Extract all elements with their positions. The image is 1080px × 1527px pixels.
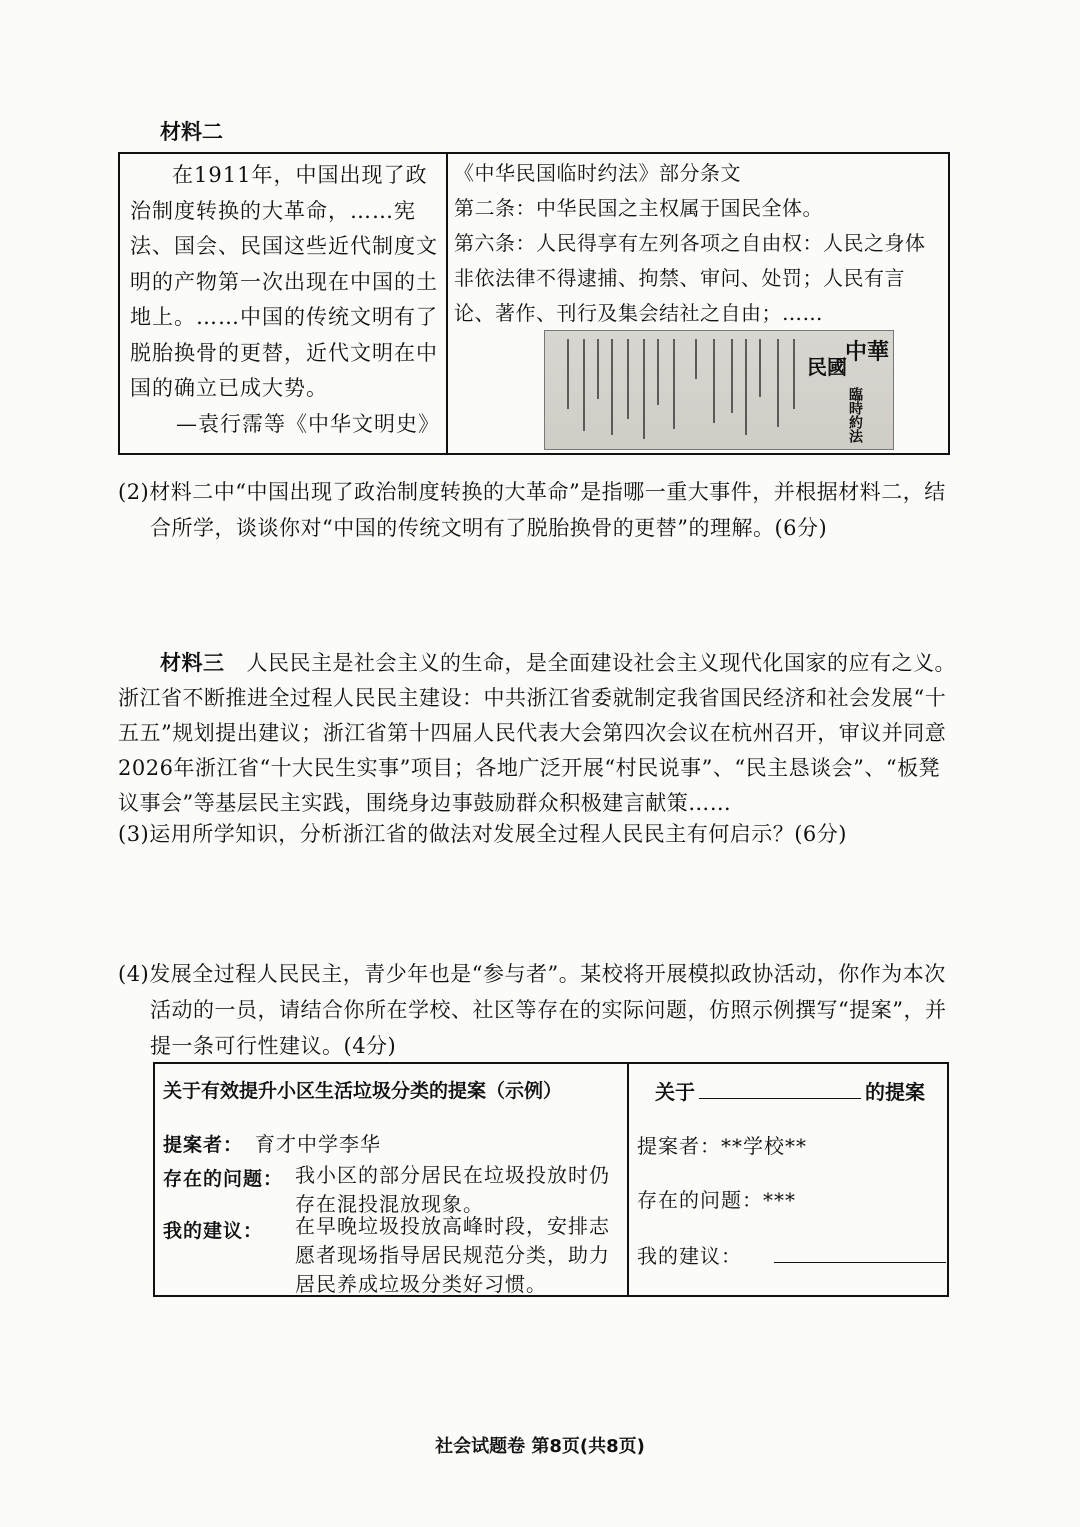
material3-text: 人民民主是社会主义的生命，是全面建设社会主义现代化国家的应有之义。浙江省不断推进全过程人民民主建设：中共浙江省委就制定我省国民经济和社会发展“十五五”规划提出建议；浙江省第十四届人民代表大会第四次会议在杭州召开，审议并同意2026年浙江省“十大民生实事”项目；各地广泛开展“村民说事”、“民主恳谈会”、“板凳议事会”等基层民主实践，围绕身边事鼓励群众积极建言献策…… bbox=[118, 651, 956, 815]
material3-heading: 材料三 bbox=[160, 651, 225, 675]
photo-seal-3: 臨時約法 bbox=[847, 387, 863, 443]
blank-problem bbox=[637, 1184, 796, 1213]
blank-title-prefix: 关于 bbox=[655, 1080, 695, 1104]
table-divider bbox=[627, 1064, 629, 1295]
example-proposer-value: 育才中学李华 bbox=[255, 1132, 381, 1156]
blank-suggestion-label: 我的建议： bbox=[637, 1244, 742, 1268]
photo-seal-2: 民國 bbox=[807, 355, 847, 379]
blank-problem-label: 存在的问题： bbox=[637, 1188, 763, 1212]
question-3: (3)运用所学知识，分析浙江省的做法对发展全过程人民民主有何启示？(6分) bbox=[118, 822, 847, 846]
example-proposer-label: 提案者： bbox=[163, 1134, 244, 1156]
suggestion-blank-line[interactable] bbox=[774, 1242, 946, 1263]
blank-suggestion bbox=[637, 1240, 946, 1269]
material2-source: —袁行霈等《中华文明史》 bbox=[176, 411, 440, 436]
material2-left-paragraph: 在1911年，中国出现了政治制度转换的大革命，……宪法、国会、民国这些近代制度文明的产物第一次出现在中国的土地上。……中国的传统文明有了脱胎换骨的更替，近代文明在中国的确立已成大势。 bbox=[130, 163, 438, 400]
blank-title-suffix: 的提案 bbox=[865, 1080, 925, 1104]
constitution-title: 《中华民国临时约法》部分条文 bbox=[454, 161, 741, 185]
example-problem-value: 我小区的部分居民在垃圾投放时仍存在混投混放现象。 bbox=[295, 1163, 610, 1216]
example-suggestion-label: 我的建议： bbox=[163, 1220, 264, 1242]
provisional-constitution-photo bbox=[544, 330, 894, 450]
blank-proposal-title bbox=[655, 1076, 925, 1105]
question-4 bbox=[118, 956, 958, 1064]
blank-proposer bbox=[637, 1130, 807, 1159]
material2-heading: 材料二 bbox=[160, 120, 223, 144]
constitution-article-6: 第六条：人民得享有左列各项之自由权：人民之身体非依法律不得逮捕、拘禁、审问、处罚；人民有言论、著作、刊行及集会结社之自由；…… bbox=[454, 231, 926, 325]
question-2 bbox=[118, 474, 958, 546]
title-blank-line[interactable] bbox=[699, 1076, 861, 1099]
blank-proposer-value: **学校** bbox=[721, 1134, 807, 1158]
question-4-text: (4)发展全过程人民民主，青少年也是“参与者”。某校将开展模拟政协活动，你作为本次活动的一员，请结合你所在学校、社区等存在的实际问题，仿照示例撰写“提案”，并提一条可行性建议。(4分) bbox=[118, 962, 947, 1058]
example-problem-label: 存在的问题： bbox=[163, 1168, 284, 1190]
material2-table bbox=[118, 152, 950, 455]
blank-problem-value: *** bbox=[763, 1188, 796, 1212]
proposal-table bbox=[153, 1062, 949, 1297]
photo-seal-1: 中華 bbox=[845, 339, 890, 365]
question-2-text: (2)材料二中“中国出现了政治制度转换的大革命”是指哪一重大事件，并根据材料二，结合所学，谈谈你对“中国的传统文明有了脱胎换骨的更替”的理解。(6分) bbox=[118, 480, 946, 540]
material2-left-cell bbox=[130, 158, 442, 442]
constitution-article-2: 第二条：中华民国之主权属于国民全体。 bbox=[454, 196, 823, 220]
example-proposal-title: 关于有效提升小区生活垃圾分类的提案（示例） bbox=[163, 1080, 563, 1102]
material3 bbox=[118, 646, 958, 821]
example-suggestion-value: 在早晚垃圾投放高峰时段，安排志愿者现场指导居民规范分类，助力居民养成垃圾分类好习惯。 bbox=[295, 1214, 610, 1296]
blank-proposer-label: 提案者： bbox=[637, 1134, 721, 1158]
page-footer: 社会试题卷 第8页(共8页) bbox=[435, 1436, 645, 1457]
material2-right-cell bbox=[454, 156, 944, 331]
table-divider bbox=[446, 154, 448, 453]
